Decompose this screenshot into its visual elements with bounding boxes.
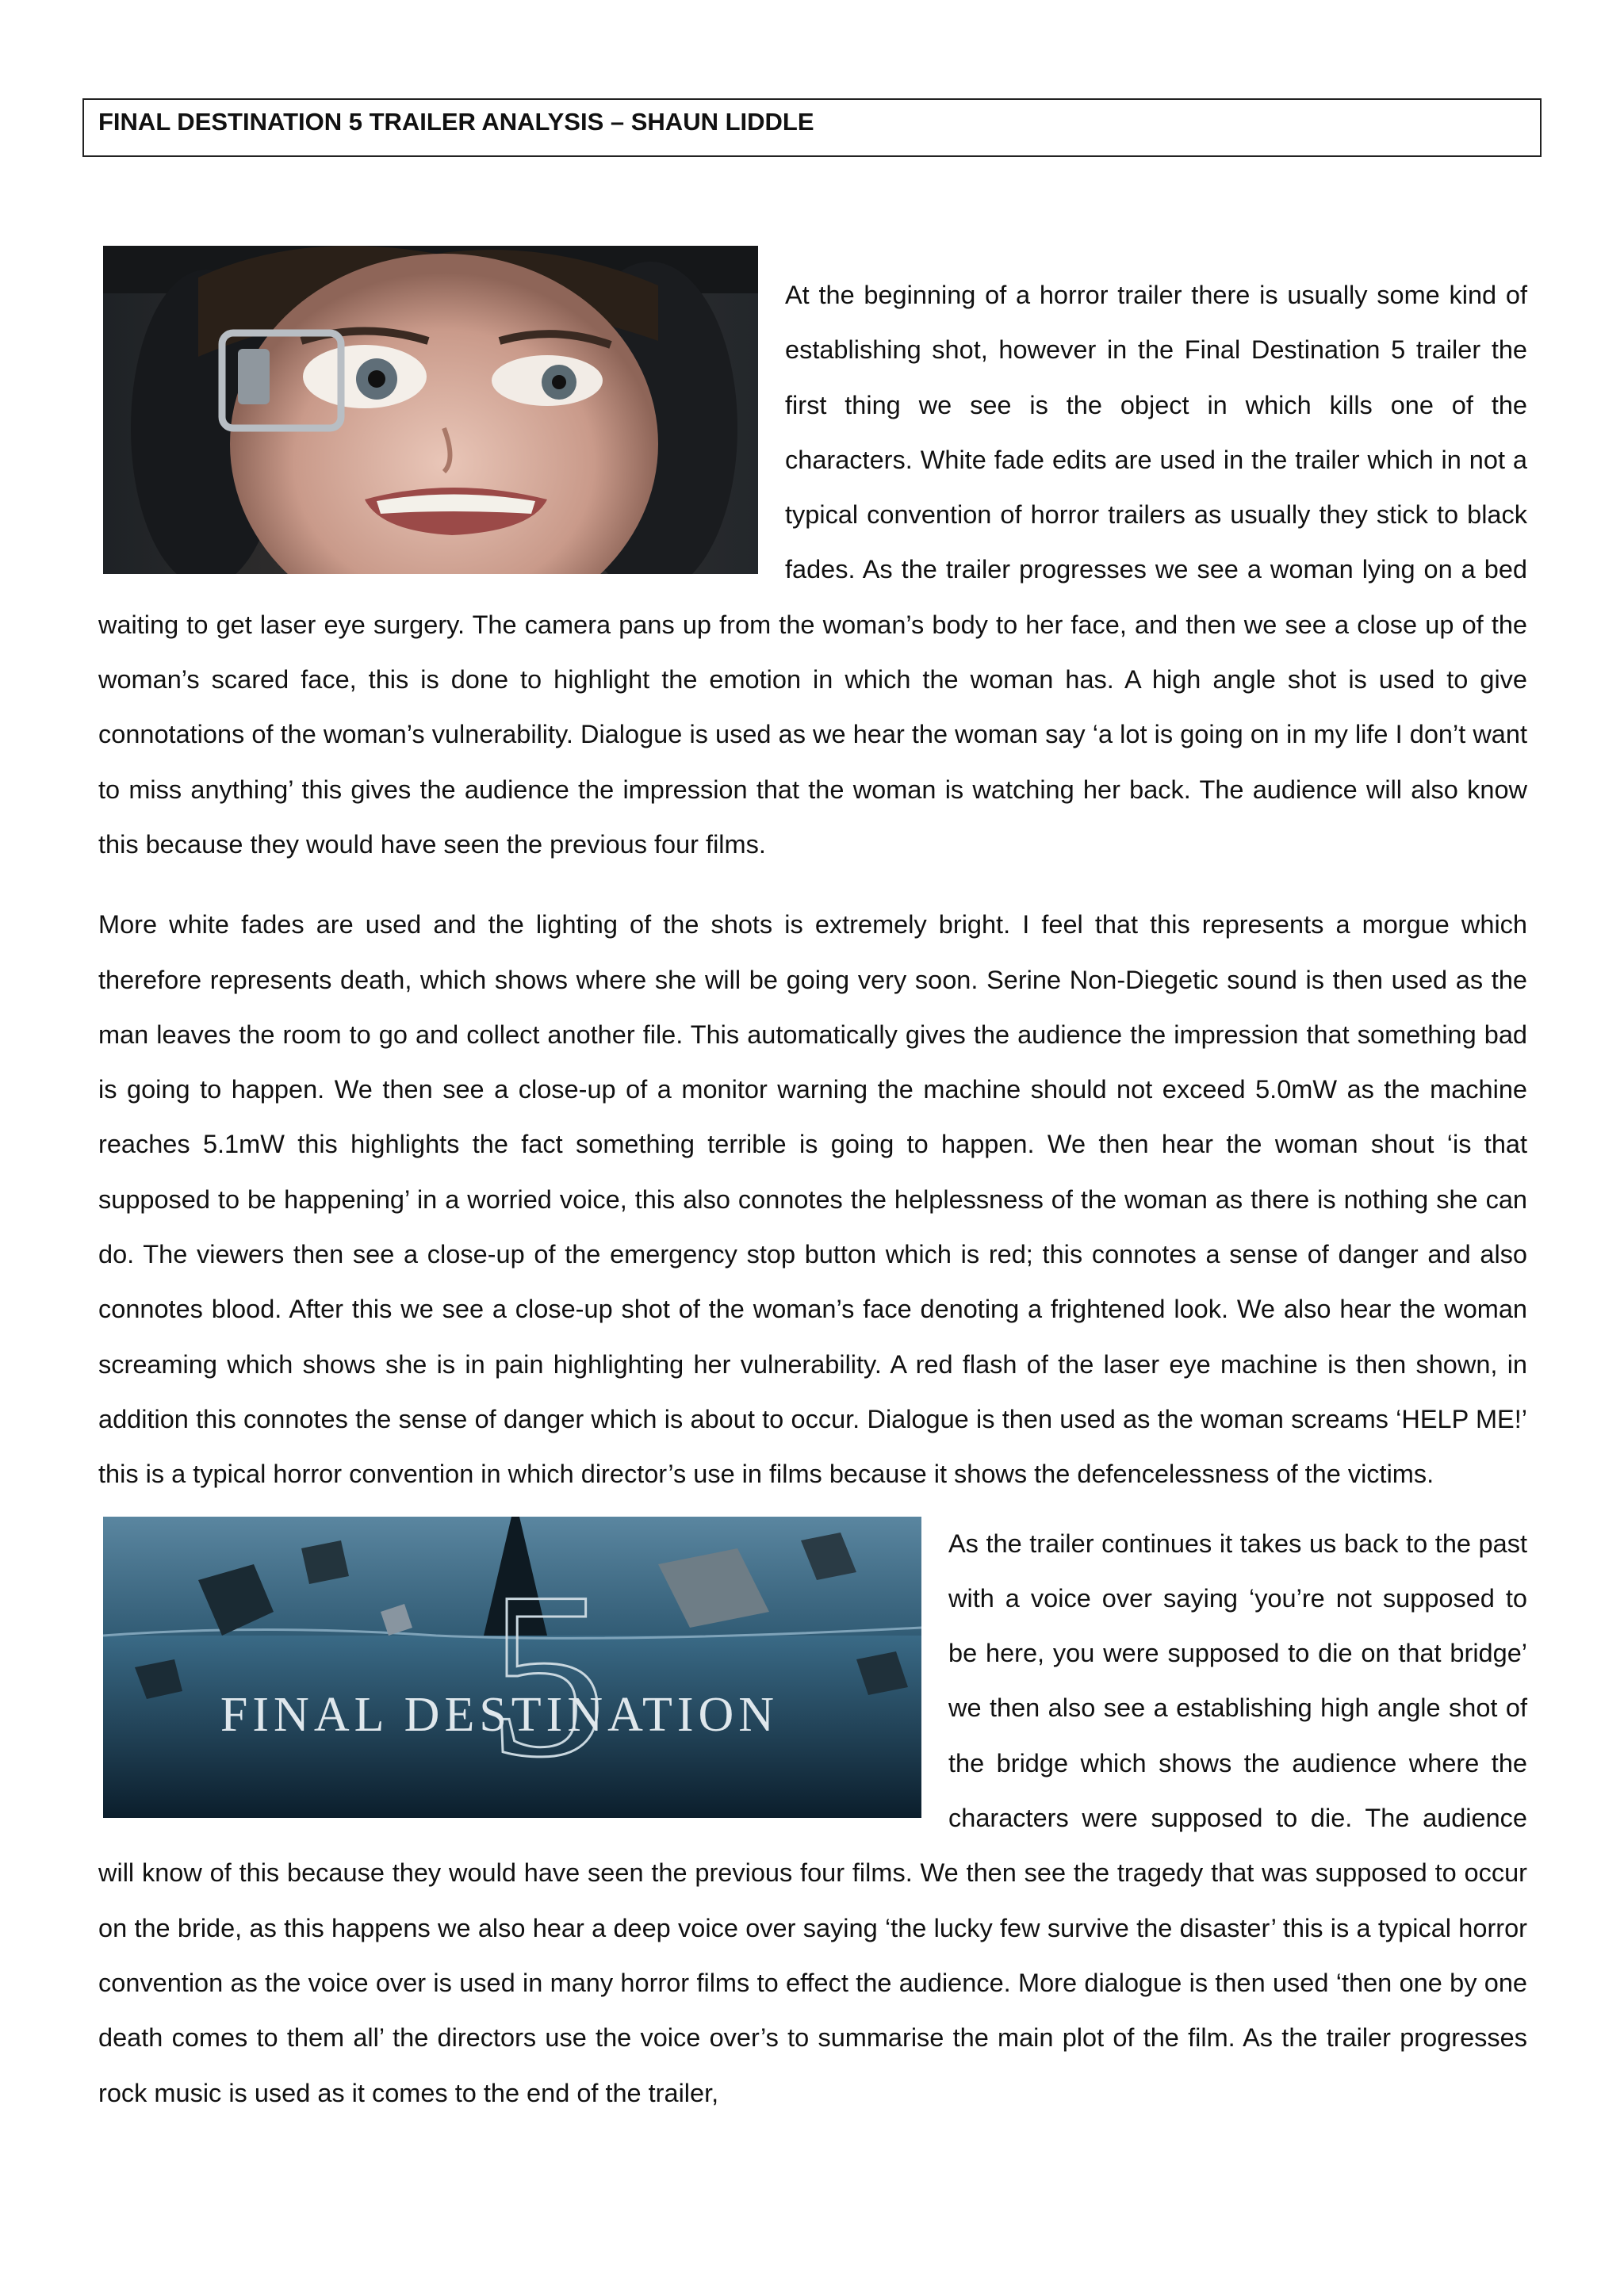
paragraph-2: More white fades are used and the lighting of the shots is extremely bright. I feel that this represents a morgue which therefore represents death, which shows where she will be going very soon. Serine Non-Diegetic sound is then used as the man leaves the room to go and collect another file. This automatically gives the audience the impression that something bad is going to happen. We then see a close-up of a monitor warning the machine should not exceed 5.0mW as the machine reaches 5.1mW this highlights the fact something terrible is going to happen. We then hear the woman shout ‘is that supposed to be happening’ in a worried voice, this also connotes the helplessness of the woman as there is nothing she can do. The viewers then see a close-up of the emergency stop button which is red; this connotes a sense of danger and also connotes blood. After this we see a close-up shot of the woman’s face denoting a frightened look. We also hear the woman screaming which shows she is in pain highlighting her vulnerability. A red flash of the laser eye machine is then shown, in addition this connotes the sense of danger which is about to occur. Dialogue is then used as the woman screams ‘HELP ME!’ this is a typical horror convention in which director’s use in films because it shows the defencelessness of the victims. (98, 910, 1527, 1489)
poster-number: 5 (488, 1542, 607, 1806)
paragraph-3: As the trailer continues it takes us back to the past with a voice over saying ‘you’re not supposed to be here, you were supposed to die on that bridge’ we then also see a establishing high angle shot of the bridge which shows the audience where the characters were supposed to die. The audience will know of this because they would have seen the previous four films. We then see the tragedy that was supposed to occur on the bride, as this happens we also hear a deep voice over saying ‘the lucky few survive the disaster’ this is a typical horror convention as the voice over is used in many horror films to effect the audience. More dialogue is then used ‘then one by one death comes to them all’ the directors use the voice over’s to summarise the main plot of the film. As the trailer progresses rock music is used as it comes to the end of the trailer, (98, 1529, 1527, 2107)
document-body (98, 246, 1527, 2121)
document-title: FINAL DESTINATION 5 TRAILER ANALYSIS – SHAUN LIDDLE (98, 108, 814, 136)
title-box (82, 98, 1542, 157)
paragraph-1: At the beginning of a horror trailer there is usually some kind of establishing shot, however in the Final Destination 5 trailer the first thing we see is the object in which kills one of the characters. White fade edits are used in the trailer which in not a typical convention of horror trailers as usually they stick to black fades. As the trailer progresses we see a woman lying on a bed waiting to get laser eye surgery. The camera pans up from the woman’s body to her face, and then we see a close up of the woman’s scared face, this is done to highlight the emotion in which the woman has. A high angle shot is used to give connotations of the woman’s vulnerability. Dialogue is used as we hear the woman say ‘a lot is going on in my life I don’t want to miss anything’ this gives the audience the impression that the woman is watching her back. The audience will also know this because they would have seen the previous four films. (98, 281, 1527, 859)
final-destination-5-poster-image (103, 1517, 921, 1818)
laser-eye-surgery-still-image (103, 246, 758, 574)
poster-title: FINAL DESTINATION (220, 1687, 779, 1742)
